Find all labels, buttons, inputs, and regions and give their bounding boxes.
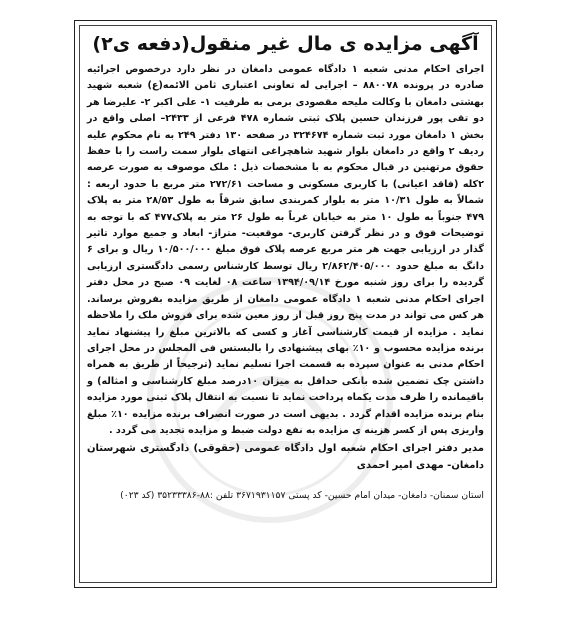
notice-body-text: اجرای احکام مدنی شعبه ۱ دادگاه عمومی دامغان در نظر دارد درخصوص اجرائیه صادره در پرونده ۸۸۰۰۷۸ – اجرایی له تعاونی اعتباری ثامن الائمه(ع) شعبه شهید بهشتی دامغان با وکالت ملیحه مقصودی برمی به طرفیت ۱- علی اکبر ۲- علیرضا هر دو تقی پور فرزندان حسین پلاک ثبتی شماره ۴۷۸ فرعی از ۲۴۳۳– اصلی واقع در بخش ۱ دامغان مورد ثبت شماره ۳۲۴۶۷۴ در صفحه ۱۳۰ دفتر ۲۴۹ به نام محکوم علیه ردیف ۲ واقع در دامغان بلوار شهید شاهچراغی انتهای بلوار سمت راست را با حفظ حقوق مرتهنین در قبال محکوم به با مشخصات ذیل : ملک موصوف به صورت عرصه ۲کله (فاقد اعیانی) با کاربری مسکونی و مساحت ۲۷۲/۶۱ متر مربع با حدود اربعه : شمالاً به طول ۱۰/۳۱ متر به بلوار کمربندی سابق شرقاً به طول ۲۸/۵۳ متر به پلاک ۴۷۹ جنوباً به طول ۱۰ متر به خیابان غرباً به طول ۲۶ متر به پلاک۴۷۷ که با توجه به توضیحات فوق و در نظر گرفتن کاربری- موقعیت- متراژ- ابعاد و جمیع موارد تاثیر گذار در ارزیابی جهت هر متر مربع عرصه پلاک فوق مبلغ ۱۰/۵۰۰/۰۰۰ ریال و برای ۶ دانگ به مبلغ حدود ۲/۸۶۲/۴۰۵/۰۰۰ ریال توسط کارشناس رسمی دادگستری ارزیابی گردیده را برای روز شنبه مورخ ۱۳۹۴/۰۹/۱۴ ساعت ۰۸ لغایت ۰۹ صبح در محل دفتر اجرای احکام مدنی شعبه ۱ دادگاه عمومی دامغان از طریق مزایده بفروش برساند. هر کس می تواند در مدت پنج روز قبل از روز معین شده برای فروش ملک را ملاحظه نماید . مزایده از قیمت کارشناسی آغاز و کسی که بالاترین مبلغ را پیشنهاد نماید برنده مزایده محسوب و ۱۰٪ بهای پیشنهادی را بالبستس فی المجلس در محل اجرای احکام مدنی به عنوان سپرده به قسمت اجرا تسلیم نماید (ترجیحاً از طریق به همراه داشتن چک تضمین شده بانکی حداقل به میزان ۱۰درصد مبلغ کارشناسی و امثاله) و باقیمانده را ظرف مدت یکماه پرداخت نماید تا نسبت به انتقال پلاک ثبتی مورد مزایده بنام برنده مزایده اقدام گردد . بدیهی است در صورت انصراف برنده مزایده ۱۰٪ مبلغ واریزی پس از کسر هزینه ی مزایده به نفع دولت ضبط و مزایده تجدید می گردد . xyxy=(87,64,485,436)
notice-body xyxy=(87,62,484,439)
notice-frame xyxy=(74,20,497,588)
notice-title: آگهی مزایده ی مال غیر منقول(دفعه ی۲) xyxy=(92,33,479,55)
notice-inner-border xyxy=(79,25,492,583)
office-address: استان سمنان- دامغان- میدان امام حسین- کد پستی ۳۶۷۱۹۳۱۱۵۷ تلفن :۸۸-۳۵۲۳۳۳۸۶ (کد ۰۲۳) xyxy=(120,490,484,502)
office-signature: مدیر دفتر اجرای احکام شعبه اول دادگاه عمومی (حقوقی) دادگستری شهرستان دامغان- مهدی امیر احمدی xyxy=(87,443,484,471)
